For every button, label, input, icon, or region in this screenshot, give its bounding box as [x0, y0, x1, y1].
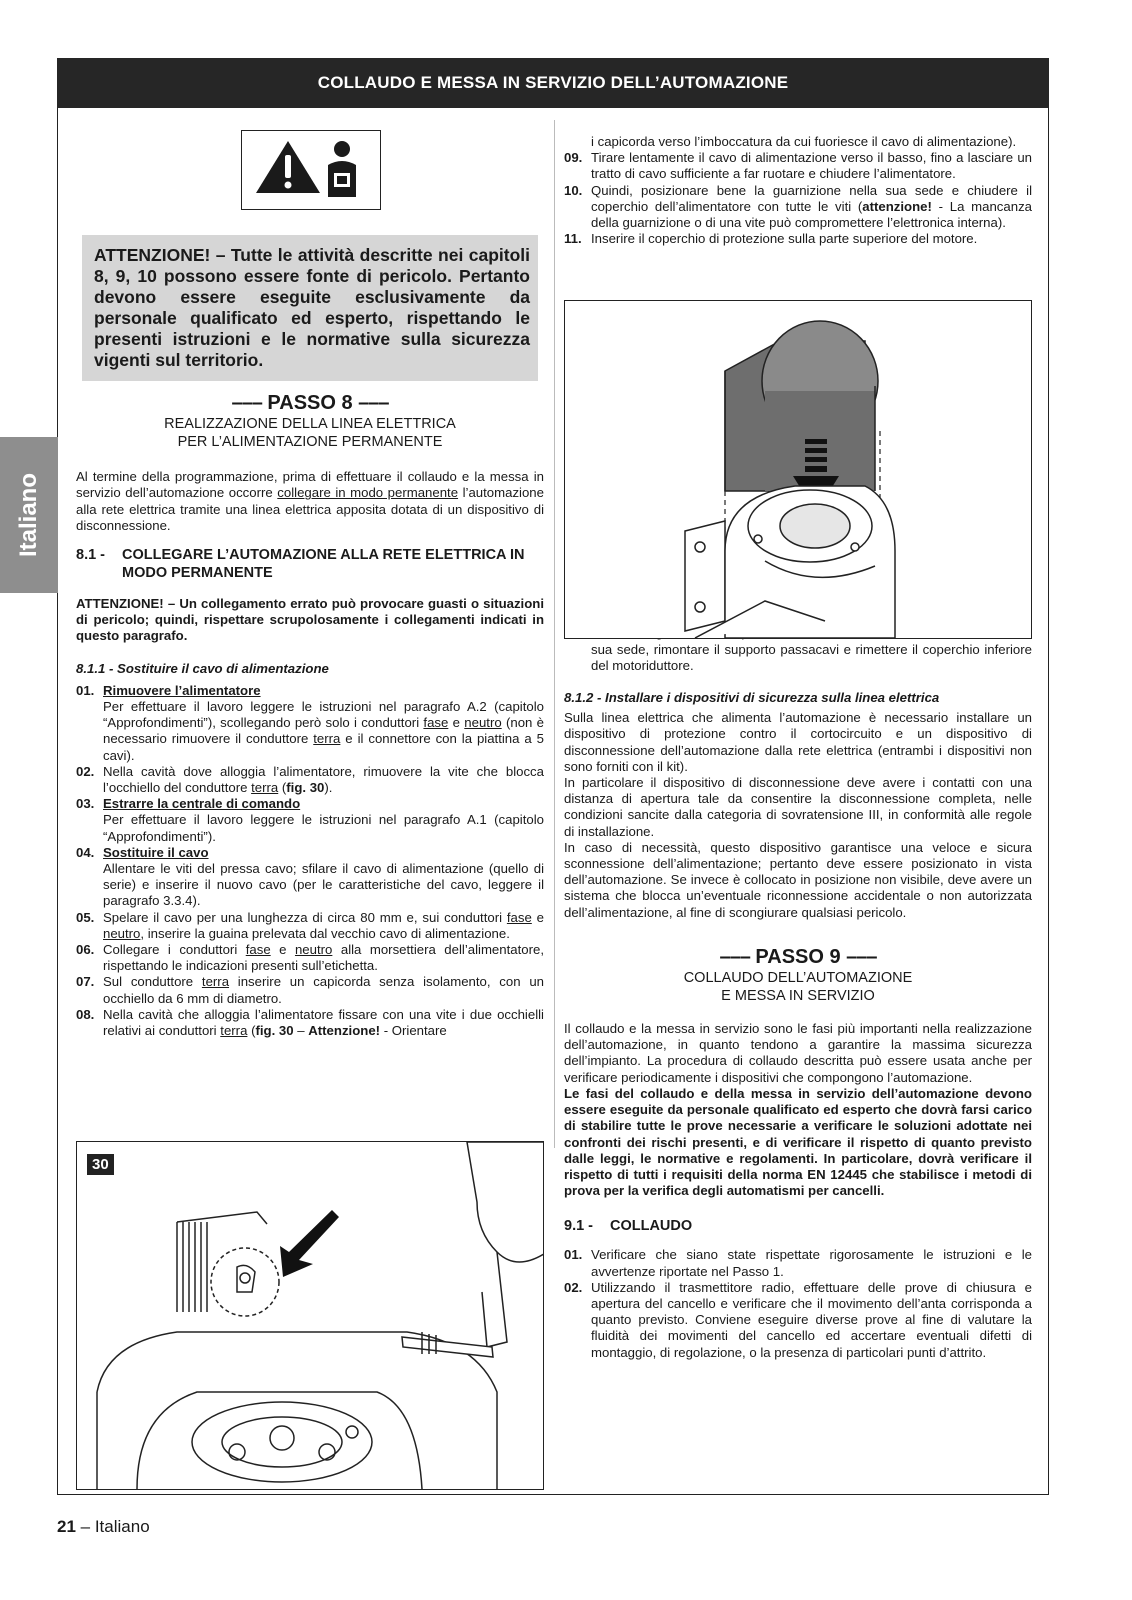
passo9-subtitle-line1: COLLAUDO DELL’AUTOMAZIONE — [683, 970, 913, 987]
passo9-intro: Il collaudo e la messa in servizio sono le fasi più importanti nella realizzazione dell’automazione, in quanto tendono a garantire la massima sicurezza dell’impianto. La procedura di collaudo descritta può essere usata anche per verificare periodicamente i dispositivi che compongono l’automazione. — [564, 1021, 1032, 1085]
passo9-subtitle-line2: E MESSA IN SERVIZIO — [721, 988, 875, 1005]
step-04: 04. Sostituire il cavo Allentare le viti del pressa cavo; sfilare il cavo di alimentazione (quello di serie) e inserire il nuovo cavo (per le caratteristiche del cavo, leggere il paragrafo 3.3.4). — [76, 844, 544, 909]
test-step-02: 02. Utilizzando il trasmettitore radio, effettuare delle prove di chiusura e apertura del cancello e verificare che il movimento dell’anta corrisponda a quanto previsto. Conviene eseguire diverse prove al fine di valutare la fluidità dei movimenti del cancello ed accertare eventuali difetti di montaggio, di regolazione, o la presenza di particolari punti d’attrito. — [564, 1279, 1032, 1360]
warning-technician-icon — [242, 131, 379, 208]
section-8-1-2-para1: Sulla linea elettrica che alimenta l’automazione è necessario installare un dispositivo di protezione contro il cortocircuito e un dispositivo di disconnessione dell’automazione dalla rete elettrica (entrambi i dispositivi non sono forniti con il kit). — [564, 710, 1032, 774]
figure-30-illustration — [77, 1142, 543, 1489]
step-01: 01. Rimuovere l’alimentatore Per effettuare il lavoro leggere le istruzioni nel paragrafo A.2 (capitolo “Approfondimenti”), scollegando però solo i conduttori fase e neutro (non è necessario rimuovere il conduttore terra e il connettore con la piattina a 5 cavi). — [76, 682, 544, 763]
page-header — [57, 58, 1049, 108]
passo8-subtitle-line1: REALIZZAZIONE DELLA LINEA ELETTRICA — [164, 416, 456, 433]
step-10: 10. Quindi, posizionare bene la guarnizione nella sua sede e chiudere il coperchio dell’alimentatore con tutte le viti (attenzione! - La mancanza della guarnizione o di una vite può compromettere l’elettronica interna). — [564, 182, 1033, 231]
section-9-1-heading: 9.1 - COLLAUDO — [564, 1218, 693, 1235]
passo9-warning: Le fasi del collaudo e della messa in servizio dell’automazione devono essere eseguite da personale qualificato ed esperto che dovrà farsi carico di stabilire tutte le prove necessarie a verificare le soluzioni adottate nei confronti dei rischi presenti, e di verificare il rispetto di quanto previsto dalle leggi, le normative e regolamenti. In particolare, dovrà verificare il rispetto di tutti i requisiti della norma EN 12445 che stabilisce i metodi di prova per la verifica degli automatismi per cancelli. — [564, 1085, 1032, 1199]
step-03: 03. Estrarre la centrale di comando Per effettuare il lavoro leggere le istruzioni nel paragrafo A.1 (capitolo “Approfondimenti”). — [76, 796, 544, 844]
passo8-title-text: PASSO 8 — [267, 392, 353, 414]
passo8-subtitle — [76, 415, 544, 451]
section-8-1-heading: 8.1 - COLLEGARE L’AUTOMAZIONE ALLA RETE ELETTRICA IN MODO PERMANENTE — [76, 546, 544, 582]
passo9-title: ––– PASSO 9 ––– — [719, 945, 877, 968]
figure-30-label: 30 — [87, 1154, 114, 1175]
test-step-01: 01. Verificare che siano state rispettate rigorosamente le istruzioni e le avvertenze riportate nel Passo 1. — [564, 1247, 1032, 1279]
footer-language: Italiano — [94, 1517, 150, 1536]
side-tab-label: Italiano — [15, 472, 43, 558]
column-divider — [554, 120, 555, 1148]
step-12: sua sede, rimontare il supporto passacavi e rimettere il coperchio inferiore del motoriduttore. — [591, 641, 1032, 673]
step-07: 07. Sul conduttore terra inserire un capicorda senza isolamento, con un occhiello da 6 mm di diametro. — [76, 974, 544, 1006]
step-09: 09. Tirare lentamente il cavo di alimentazione verso il basso, fino a lasciare un tratto di cavo sufficiente a far ruotare e chiudere l’alimentatore. — [564, 150, 1032, 182]
header-title: COLLAUDO E MESSA IN SERVIZIO DELL’AUTOMAZIONE — [317, 73, 789, 92]
section-9-1-title: COLLAUDO — [610, 1218, 693, 1235]
language-side-tab — [0, 437, 58, 593]
warning-pictogram — [241, 130, 381, 210]
step-05: 05. Spelare il cavo per una lunghezza di circa 80 mm e, sui conduttori fase e neutro, inserire la guaina prelevata dal vecchio cavo di alimentazione. — [76, 909, 544, 941]
step-02: 02. Nella cavità dove alloggia l’alimentatore, rimuovere la vite che blocca l’occhiello del conduttore terra (fig. 30). — [76, 763, 544, 796]
step-11: 11. Inserire il coperchio di protezione sulla parte superiore del motore. — [564, 231, 978, 247]
section-8-1-title: COLLEGARE L’AUTOMAZIONE ALLA RETE ELETTRICA IN MODO PERMANENTE — [122, 547, 525, 582]
passo8-title: ––– PASSO 8 ––– — [231, 392, 389, 414]
passo9-title-text: PASSO 9 — [755, 945, 841, 968]
cover-installation-illustration — [565, 301, 1031, 638]
figure-30 — [76, 1141, 544, 1490]
section-8-1-2-para2: In particolare il dispositivo di disconnessione deve avere i contatti con una distanza di apertura tale da consentire la disconnessione completa, nelle condizioni sancite dalla categoria di sovratensione III, in conformità alle regole di installazione. — [564, 775, 1032, 839]
section-8-1-2-para3: In caso di necessità, questo dispositivo garantisce una veloce e sicura sconnessione dell’alimentazione; pertanto deve essere posizionato in vista dell’automazione. Se invece è collocato in posizione non visibile, deve avere un sistema che blocca un’eventuale riconnessione accidentale o non autorizzata dell’alimentazione, al fine di scongiurare qualsiasi pericolo. — [564, 839, 1032, 920]
passo9-subtitle — [564, 969, 1032, 1005]
passo8-intro: Al termine della programmazione, prima di effettuare il collaudo e la messa in servizio dell’automazione occorre collegare in modo permanente l’automazione alla rete elettrica tramite una linea elettrica apposita dotata di un dispositivo di disconnessione. — [76, 469, 544, 533]
page-footer: 21 – Italiano — [57, 1517, 150, 1536]
passo8-subtitle-line2: PER L’ALIMENTAZIONE PERMANENTE — [177, 434, 443, 451]
step-06: 06. Collegare i conduttori fase e neutro alla morsettiera dell’alimentatore, rispettando le indicazioni presenti sull’etichetta. — [76, 942, 544, 974]
step-08-continued: i capicorda verso l’imboccatura da cui fuoriesce il cavo di alimentazione). — [591, 134, 1017, 149]
section-8-1-warning: ATTENZIONE! – Un collegamento errato può provocare guasti o situazioni di pericolo; quindi, rispettare scrupolosamente i collegamenti indicati in questo paragrafo. — [76, 596, 544, 644]
safety-warning-box: ATTENZIONE! – Tutte le attività descritte nei capitoli 8, 9, 10 possono essere fonte di pericolo. Pertanto devono essere eseguite esclusivamente da personale qualificato ed esperto, rispettando le presenti istruzioni e le normative sulla sicurezza vigenti sul territorio. — [82, 235, 538, 381]
left-column — [76, 120, 544, 1039]
section-8-1-2-title: 8.1.2 - Installare i dispositivi di sicurezza sulla linea elettrica — [564, 690, 940, 706]
cover-installation-figure — [564, 300, 1032, 639]
page-number: 21 — [57, 1517, 76, 1536]
step-08: 08. Nella cavità che alloggia l’alimentatore fissare con una vite i due occhielli relativi ai conduttori terra (fig. 30 – Attenzione! - Orientare — [76, 1006, 544, 1039]
section-8-1-1-title: 8.1.1 - Sostituire il cavo di alimentazione — [76, 660, 329, 676]
